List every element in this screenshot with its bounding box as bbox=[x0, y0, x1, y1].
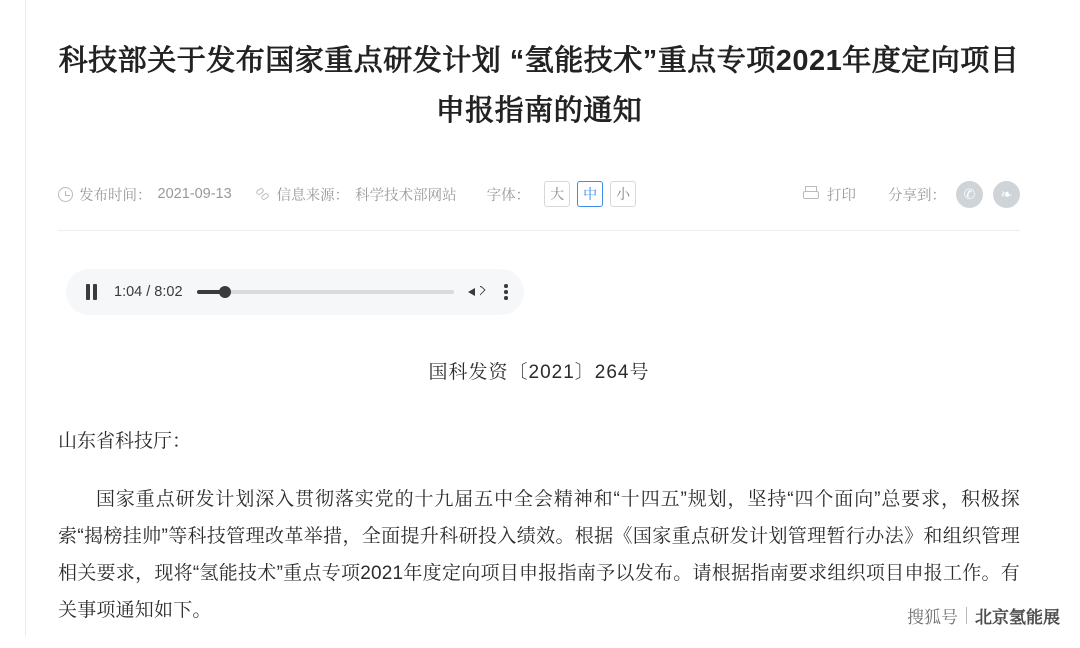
font-size-label: 字体： bbox=[486, 187, 531, 204]
player-time: 1:04 / 8:02 bbox=[114, 284, 183, 300]
font-size-small[interactable]: 小 bbox=[610, 181, 636, 207]
page-title: 科技部关于发布国家重点研发计划 “氢能技术”重点专项2021年度定向项目申报指南的通知 bbox=[58, 45, 1020, 127]
publish-time-label: 发布时间： bbox=[79, 187, 152, 204]
pause-button[interactable] bbox=[82, 282, 102, 302]
source-label: 信息来源： bbox=[276, 187, 350, 204]
article-meta-bar bbox=[58, 172, 1020, 231]
document-number: 国科发资〔2021〕264号 bbox=[428, 362, 650, 383]
publish-time-value: 2021-09-13 bbox=[157, 186, 232, 202]
article-content bbox=[58, 0, 1020, 648]
clock-icon bbox=[58, 187, 73, 202]
printer-icon bbox=[803, 186, 820, 202]
watermark-account: 北京氢能展 bbox=[975, 608, 1060, 627]
font-size-large[interactable]: 大 bbox=[544, 181, 570, 207]
article-source bbox=[256, 184, 457, 205]
more-options-icon[interactable] bbox=[504, 283, 508, 301]
watermark-platform: 搜狐号 bbox=[907, 608, 958, 627]
share-weibo-icon[interactable]: ❧ bbox=[993, 181, 1020, 208]
player-progress-bar[interactable] bbox=[197, 290, 454, 294]
watermark bbox=[907, 603, 1060, 628]
page-left-rule bbox=[25, 0, 26, 636]
font-size-medium[interactable]: 中 bbox=[577, 181, 603, 207]
article-meta-left bbox=[58, 181, 803, 207]
share-label: 分享到： bbox=[888, 187, 946, 204]
watermark-divider bbox=[966, 607, 967, 624]
document-salutation: 山东省科技厅： bbox=[58, 431, 192, 452]
document-paragraph-1: 国家重点研发计划深入贯彻落实党的十九届五中全会精神和“十四五”规划，坚持“四个面向”总要求，积极探索“揭榜挂帅”等科技管理改革举措，全面提升科研投入绩效。根据《国家重点研发计划管理暂行办法》和组织管理相关要求，现将“氢能技术”重点专项2021年度定向项目申报指南予以发布。请根据指南要求组织项目申报工作。有关事项通知如下。 bbox=[58, 489, 1020, 621]
source-value[interactable]: 科学技术部网站 bbox=[355, 187, 457, 204]
link-icon bbox=[256, 187, 271, 202]
print-label: 打印 bbox=[827, 187, 856, 204]
speaker-icon[interactable] bbox=[468, 283, 488, 301]
player-progress-knob[interactable] bbox=[219, 286, 231, 298]
print-button[interactable] bbox=[803, 184, 856, 205]
audio-player[interactable] bbox=[66, 269, 524, 315]
publish-time bbox=[58, 184, 232, 205]
article-meta-right bbox=[803, 181, 1020, 208]
font-size-switcher bbox=[544, 181, 636, 207]
share-wechat-icon[interactable]: ✆ bbox=[956, 181, 983, 208]
